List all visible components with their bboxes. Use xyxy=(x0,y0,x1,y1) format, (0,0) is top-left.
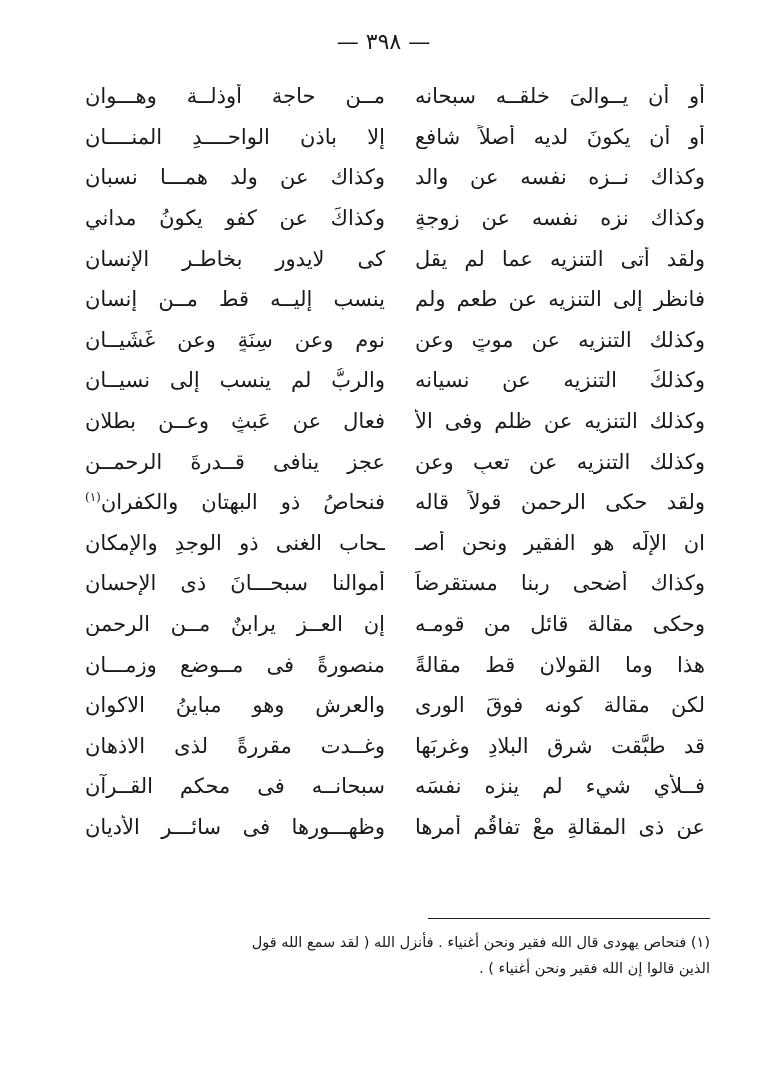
verse-6-second-hemistich: ينسب إليــه قط مــن إنسان xyxy=(85,287,385,312)
verse-3 xyxy=(85,157,705,198)
verse-2 xyxy=(85,117,705,158)
verse-12-second-hemistich: ـحاب الغنى ذو الوجدِ والإمكان xyxy=(85,530,385,555)
poem xyxy=(85,76,705,847)
verse-4-first-hemistich: وكذاك نزه نفسه عن زوجةٍ xyxy=(415,206,705,231)
verse-11-second-hemistich xyxy=(85,490,385,514)
verse-11-second-text: فنحاصُ ذو البهتان والكفران xyxy=(100,490,385,515)
verse-9 xyxy=(85,401,705,442)
verse-16-first-hemistich: لكن مقالة كونه فوقَ الورى xyxy=(415,693,705,718)
verse-19-second-hemistich: وظهـــورها فى سائـــر الأديان xyxy=(85,814,385,839)
verse-15 xyxy=(85,644,705,685)
verse-14-first-hemistich: وحكى مقالة قائل من قومـه xyxy=(415,612,705,637)
verse-8 xyxy=(85,360,705,401)
verse-5 xyxy=(85,238,705,279)
verse-16 xyxy=(85,685,705,726)
verse-3-second-hemistich: وكذاك عن ولد همـــا نسبان xyxy=(85,165,385,190)
verse-19 xyxy=(85,807,705,848)
verse-5-second-hemistich: كى لايدور بخاطـر الإنسان xyxy=(85,246,385,271)
verse-2-second-hemistich: إلا باذن الواحــــدِ المنــــان xyxy=(85,124,385,149)
verse-9-second-hemistich: فعال عن عَبثٍ وعــن بطلان xyxy=(85,409,385,434)
verse-1-second-hemistich: مــن حاجة أوذلــة وهـــوان xyxy=(85,84,385,109)
verse-8-first-hemistich: وكذلكَ التنزيه عن نسيانه xyxy=(415,368,705,393)
verse-11-first-hemistich: ولقد حكى الرحمن قولاً قاله xyxy=(415,490,705,515)
verse-14 xyxy=(85,604,705,645)
footnote-divider xyxy=(428,918,710,919)
verse-10 xyxy=(85,441,705,482)
verse-15-second-hemistich: منصورةً فى مــوضع وزمـــان xyxy=(85,652,385,677)
verse-2-first-hemistich: أو أن يكونَ لديه أصلاً شافع xyxy=(415,124,705,149)
verse-9-first-hemistich: وكذلك التنزيه عن ظلمٍ وفى الأ xyxy=(415,409,705,434)
verse-7-first-hemistich: وكذلك التنزيه عن موتٍ وعن xyxy=(415,327,705,352)
verse-13-first-hemistich: وكذاك أضحى ربنا مستقرضاً xyxy=(415,571,705,596)
verse-11 xyxy=(85,482,705,523)
verse-18-first-hemistich: فــلأي شيء لم ينزه نفسَه xyxy=(415,774,705,799)
footnote-reference-mark: (١) xyxy=(85,490,101,505)
verse-13-second-hemistich: أموالنا سبحـــانَ ذى الإحسان xyxy=(85,571,385,596)
verse-7 xyxy=(85,320,705,361)
verse-5-first-hemistich: ولقد أتى التنزيه عما لم يقل xyxy=(415,246,705,271)
verse-15-first-hemistich: هذا وما القولان قط مقالةً xyxy=(415,652,705,677)
footnote xyxy=(75,930,710,982)
footnote-line-1: (١) فنحاص يهودى قال الله فقير ونحن أغنياء . فأنزل الله ( لقد سمع الله قول xyxy=(251,935,710,951)
verse-12 xyxy=(85,523,705,564)
verse-17-first-hemistich: قد طبَّقت شرق البلادِ وغربَها xyxy=(415,733,705,758)
verse-16-second-hemistich: والعرشِ وهو مباينُ الاكوان xyxy=(85,693,385,718)
verse-6 xyxy=(85,279,705,320)
verse-19-first-hemistich: عن ذى المقالةِ معْ تفاقُمِ أمرها xyxy=(415,814,705,839)
verse-14-second-hemistich: إن العــز يرابنٌ مــن الرحمن xyxy=(85,612,385,637)
verse-17 xyxy=(85,726,705,767)
verse-6-first-hemistich: فانظر إلى التنزيه عن طعم ولم xyxy=(415,287,705,312)
verse-8-second-hemistich: والربُّ لم ينسب إلى نسيــان xyxy=(85,368,385,393)
verse-18-second-hemistich: سبحانــه فى محكم القــرآن xyxy=(85,774,385,799)
verse-4-second-hemistich: وكذاكَ عن كفوٍ يكونُ مداني xyxy=(85,206,385,231)
verse-17-second-hemistich: وغــدت مقررةً لذى الاذهان xyxy=(85,733,385,758)
footnote-line-2: الذين قالوا إن الله فقير ونحن أغنياء ) . xyxy=(479,961,710,977)
verse-7-second-hemistich: نومٍ وعن سِنَةٍ وعن غَشَيــان xyxy=(85,327,385,352)
verse-3-first-hemistich: وكذاك نــزه نفسه عن والد xyxy=(415,165,705,190)
verse-12-first-hemistich: ان الإلّه هو الفقير ونحن أصـ xyxy=(415,530,705,555)
verse-4 xyxy=(85,198,705,239)
verse-18 xyxy=(85,766,705,807)
verse-1-first-hemistich: أو أن يــوالىَ خلقــه سبحانه xyxy=(415,84,705,109)
verse-10-second-hemistich: عجز ينافى قــدرةَ الرحمــن xyxy=(85,449,385,474)
verse-1 xyxy=(85,76,705,117)
verse-10-first-hemistich: وكذلك التنزيه عن تعبٍ وعن xyxy=(415,449,705,474)
verse-13 xyxy=(85,563,705,604)
page-number: — ٣٩٨ — xyxy=(336,30,431,55)
